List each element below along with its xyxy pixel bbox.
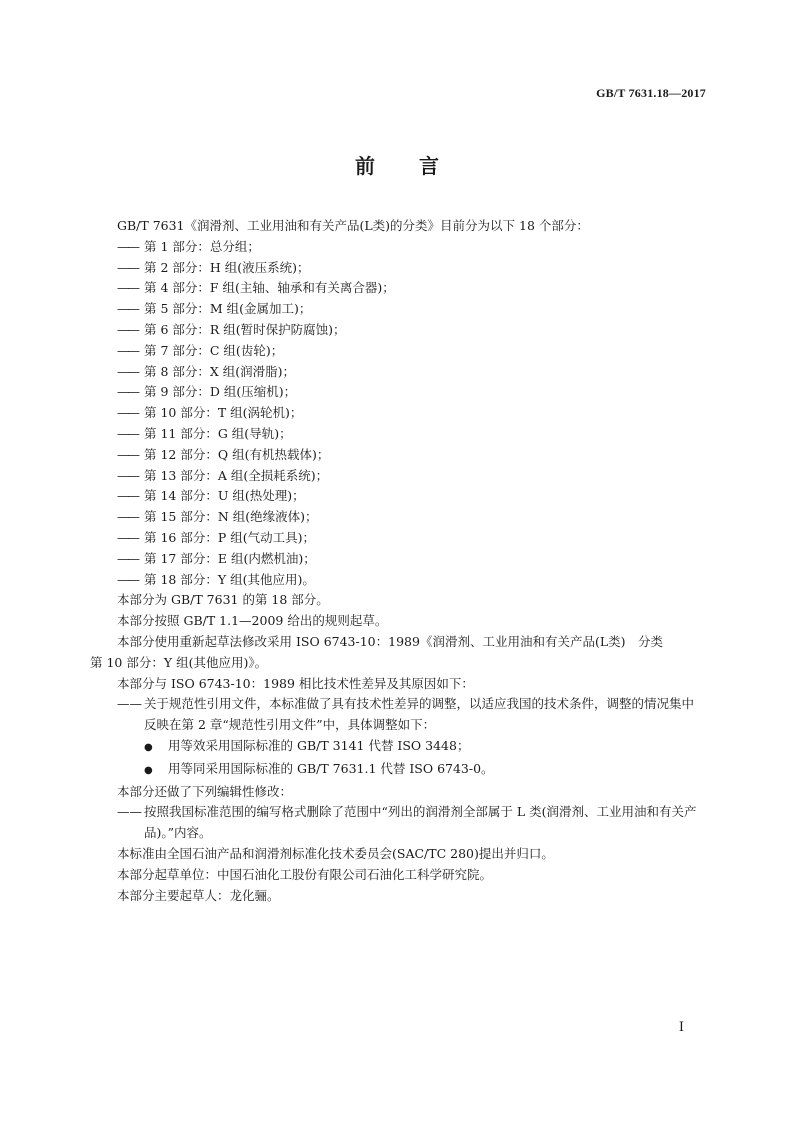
page-title <box>0 150 794 179</box>
paragraph-drafting-unit: 本部分起草单位：中国石油化工股份有限公司石油化工科学研究院。 <box>117 866 493 882</box>
page-number: I <box>678 1020 684 1035</box>
list-item: —— 第 12 部分：Q 组(有机热载体)； <box>117 446 330 462</box>
parts-list <box>90 237 706 591</box>
list-item: —— 第 11 部分：G 组(导轨)； <box>117 425 292 441</box>
foreword-body <box>90 216 706 906</box>
list-item: —— 第 5 部分：M 组(金属加工)； <box>117 301 312 317</box>
paragraph-drafters: 本部分主要起草人：龙化骊。 <box>117 887 280 903</box>
list-item: —— 第 17 部分：E 组(内燃机油)； <box>117 550 316 566</box>
list-item: —— 第 6 部分：R 组(暂时保护防腐蚀)； <box>117 321 346 337</box>
list-item: —— 第 7 部分：C 组(齿轮)； <box>117 342 284 358</box>
list-item: —— 第 9 部分：D 组(压缩机)； <box>117 384 297 400</box>
list-item: —— 第 8 部分：X 组(润滑脂)； <box>117 363 296 379</box>
editorial-item: —— 按照我国标准范围的编写格式删除了范围中“列出的润滑剂全部属于 L 类(润滑剂、工业用油和有关产品)。”内容。 <box>117 804 697 841</box>
difference-item: —— 关于规范性引用文件，本标准做了具有技术性差异的调整，以适应我国的技术条件，调整的情况集中反映在第 2 章“规范性引用文件”中，具体调整如下： <box>117 696 695 733</box>
list-item: —— 第 1 部分：总分组； <box>117 238 260 254</box>
paragraph-editorial: 本部分还做了下列编辑性修改： <box>117 783 293 799</box>
paragraph-differences: 本部分与 ISO 6743-10：1989 相比技术性差异及其原因如下： <box>117 675 474 691</box>
bullet-item: ● 用等同采用国际标准的 GB/T 7631.1 代替 ISO 6743-0。 <box>90 759 706 782</box>
bullet-icon: ● <box>144 741 153 753</box>
title-char-2: 言 <box>419 154 439 178</box>
paragraph-drafting-rules: 本部分按照 GB/T 1.1—2009 给出的规则起草。 <box>117 613 388 629</box>
list-item: —— 第 2 部分：H 组(液压系统)； <box>117 259 310 275</box>
paragraph-proposer: 本标准由全国石油产品和润滑剂标准化技术委员会(SAC/TC 280)提出并归口。 <box>117 845 554 861</box>
list-item: —— 第 16 部分：P 组(气动工具)； <box>117 529 315 545</box>
list-item: —— 第 18 部分：Y 组(其他应用)。 <box>117 571 315 587</box>
bullet-item: ● 用等效采用国际标准的 GB/T 3141 代替 ISO 3448； <box>90 736 706 759</box>
list-item: —— 第 14 部分：U 组(热处理)； <box>117 488 305 504</box>
list-item: —— 第 15 部分：N 组(绝缘液体)； <box>117 509 318 525</box>
title-char-1: 前 <box>355 154 375 178</box>
list-item: —— 第 10 部分：T 组(涡轮机)； <box>117 405 303 421</box>
intro-paragraph: GB/T 7631《润滑剂、工业用油和有关产品(L类)的分类》目前分为以下 18 个部分： <box>117 218 589 233</box>
list-item: —— 第 13 部分：A 组(全损耗系统)； <box>117 467 329 483</box>
list-item: —— 第 4 部分：F 组(主轴、轴承和有关离合器)； <box>117 280 395 296</box>
paragraph-adoption: 本部分使用重新起草法修改采用 ISO 6743-10：1989《润滑剂、工业用油和有关产品(L类) 分类 <box>117 633 664 649</box>
standard-code: GB/T 7631.18—2017 <box>596 86 706 100</box>
paragraph-part-number: 本部分为 GB/T 7631 的第 18 部分。 <box>117 592 329 608</box>
paragraph-adoption-continued: 第 10 部分：Y 组(其他应用)》。 <box>90 654 268 670</box>
bullet-icon: ● <box>144 764 153 776</box>
